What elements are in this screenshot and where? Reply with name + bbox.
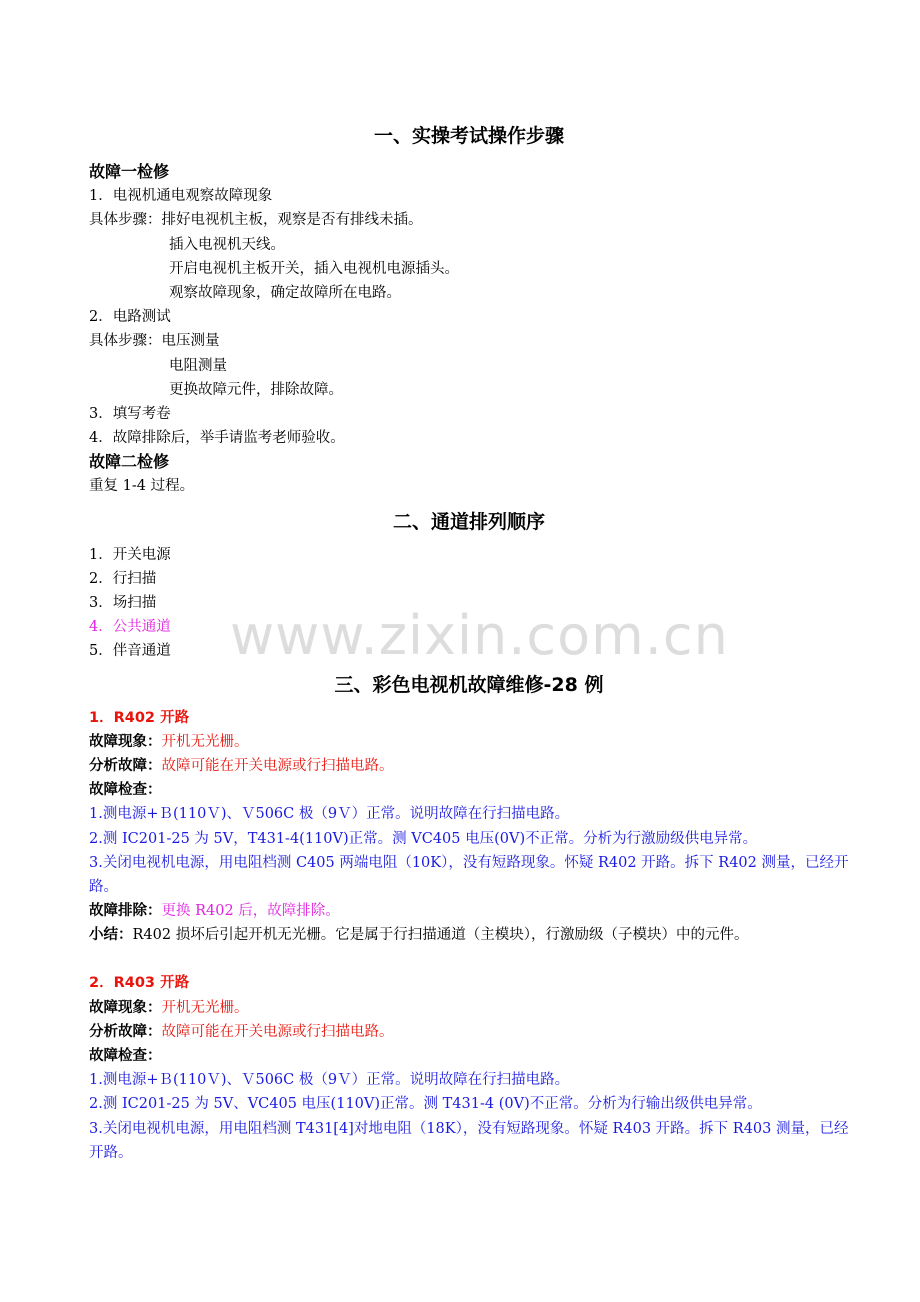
section-3-title: 三、彩色电视机故障维修-28 例 [334, 673, 604, 696]
document-body [89, 122, 849, 1165]
case-2-title: 2．R403 开路 [89, 975, 190, 992]
step-line: 插入电视机天线。 [169, 236, 285, 253]
value: 故障可能在开关电源或行扫描电路。 [161, 1023, 394, 1040]
case-1-analysis [89, 754, 849, 778]
value: 故障可能在开关电源或行扫描电路。 [161, 757, 394, 774]
case-1-check-label: 故障检查： [89, 782, 162, 799]
case-2-check-3: 3.关闭电视机电源，用电阻档测 T431[4]对地电阻（18K），没有短路现象。怀疑 R403 开路。拆下 R403 测量，已经开路。 [89, 1120, 849, 1161]
case-1-title: 1．R402 开路 [89, 709, 190, 726]
label: 分析故障： [89, 1023, 162, 1040]
channel-item: 1．开关电源 [89, 546, 171, 563]
case-2-check-1: 1.测电源+Ｂ(110Ｖ)、Ｖ506C 极（9Ｖ）正常。说明故障在行扫描电路。 [89, 1072, 570, 1089]
step-line: 重复 1-4 过程。 [89, 478, 195, 495]
value: R402 损坏后引起开机无光栅。它是属于行扫描通道（主模块），行激励级（子模块）中的元件。 [132, 927, 749, 944]
step-line: 3．填写考卷 [89, 405, 171, 422]
case-2-analysis [89, 1020, 849, 1044]
step-line: 具体步骤：排好电视机主板，观察是否有排线未插。 [89, 212, 423, 229]
section-1-title: 一、实操考试操作步骤 [373, 125, 564, 147]
channel-item: 2．行扫描 [89, 570, 157, 587]
case-2-symptom [89, 996, 849, 1020]
case-1-check-2: 2.测 IC201-25 为 5V，T431-4(110V)正常。测 VC405 电压(0V)不正常。分析为行激励级供电异常。 [89, 830, 758, 847]
case-1-summary [89, 923, 849, 947]
label: 分析故障： [89, 757, 162, 774]
step-line: 具体步骤：电压测量 [89, 333, 220, 350]
value: 开机无光栅。 [161, 733, 249, 750]
step-line: 更换故障元件，排除故障。 [169, 381, 343, 398]
channel-item: 5．伴音通道 [89, 643, 171, 660]
label: 故障现象： [89, 999, 162, 1016]
channel-item: 3．场扫描 [89, 595, 157, 611]
case-1-symptom [89, 730, 849, 754]
step-line: 2．电路测试 [89, 309, 171, 326]
case-2-check-2: 2.测 IC201-25 为 5V、VC405 电压(110V)正常。测 T431-4 (0V)不正常。分析为行输出级供电异常。 [89, 1096, 762, 1113]
label: 故障排除： [89, 903, 162, 920]
step-line: 开启电视机主板开关，插入电视机电源插头。 [169, 260, 459, 277]
case-1-check-1: 1.测电源+Ｂ(110Ｖ)、Ｖ506C 极（9Ｖ）正常。说明故障在行扫描电路。 [89, 806, 570, 823]
case-2-check-label: 故障检查： [89, 1048, 162, 1065]
case-1-fix [89, 899, 849, 923]
step-line: 电阻测量 [169, 357, 227, 374]
fault-2-heading: 故障二检修 [89, 452, 170, 472]
label: 故障现象： [89, 733, 162, 750]
case-1-check-3: 3.关闭电视机电源，用电阻档测 C405 两端电阻（10K），没有短路现象。怀疑 R402 开路。拆下 R402 测量，已经开路。 [89, 854, 849, 895]
step-line: 4．故障排除后，举手请监考老师验收。 [89, 430, 345, 447]
fault-1-heading: 故障一检修 [89, 162, 170, 181]
value: 开机无光栅。 [161, 999, 249, 1016]
watermark: www.zixin.com.cn [230, 604, 729, 667]
step-line: 观察故障现象，确定故障所在电路。 [169, 284, 401, 301]
section-2-title: 二、通道排列顺序 [392, 510, 545, 533]
label: 小结： [89, 927, 133, 944]
value: 更换 R402 后，故障排除。 [161, 903, 340, 920]
channel-item: 4．公共通道 [89, 619, 171, 636]
step-line: 1．电视机通电观察故障现象 [89, 188, 273, 205]
